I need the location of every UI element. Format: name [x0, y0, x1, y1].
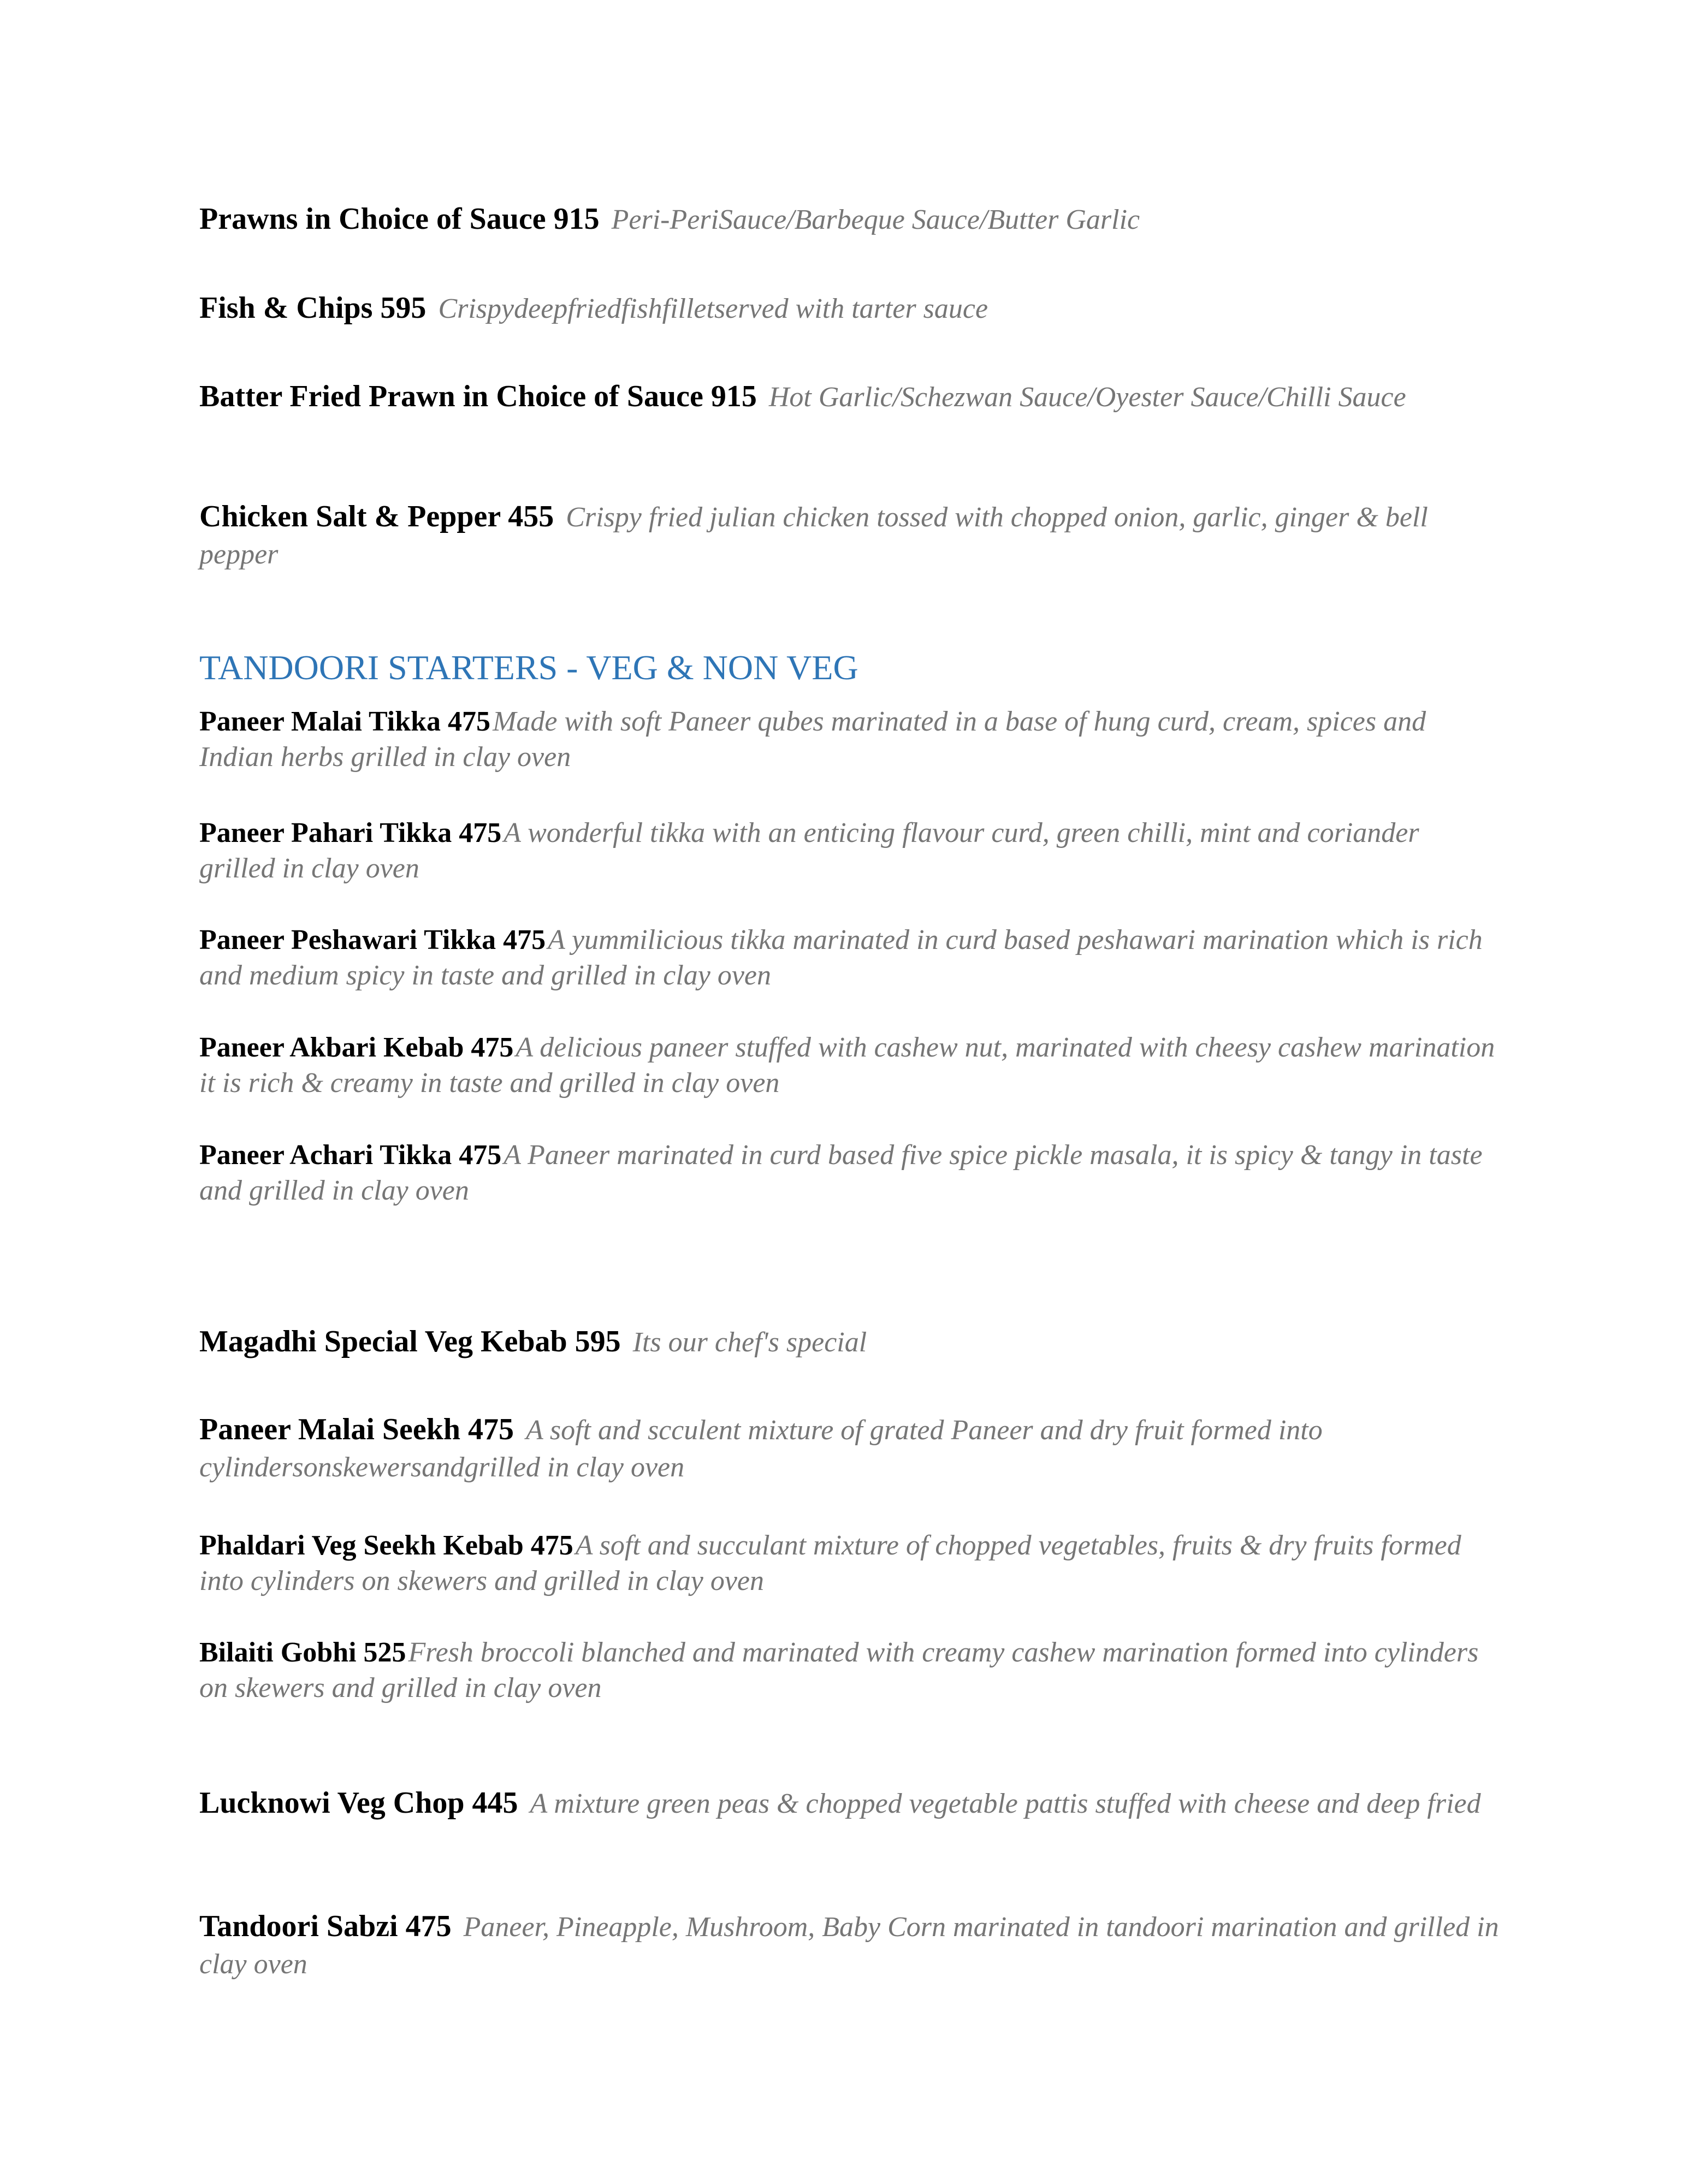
- menu-item-description: Its our chef's special: [632, 1327, 867, 1358]
- menu-item-name: Paneer Akbari Kebab 475: [199, 1032, 514, 1063]
- menu-item-description: A mixture green peas & chopped vegetable pattis stuffed with cheese and deep fried: [530, 1788, 1481, 1819]
- menu-item-tandoori-sabzi: [199, 1908, 1499, 1983]
- menu-item-name: Magadhi Special Veg Kebab 595: [199, 1325, 621, 1358]
- menu-item-paneer-akbari-kebab: [199, 1030, 1499, 1101]
- menu-item-description: Fresh broccoli blanched and marinated with creamy cashew marination formed into cylinders on skewers and grilled in clay oven: [199, 1637, 1479, 1704]
- menu-item-name: Bilaiti Gobhi 525: [199, 1637, 406, 1668]
- menu-item-name: Paneer Achari Tikka 475: [199, 1140, 502, 1171]
- menu-item-description: A wonderful tikka with an enticing flavour curd, green chilli, mint and coriander grilled in clay oven: [199, 817, 1419, 884]
- menu-item-name: Phaldari Veg Seekh Kebab 475: [199, 1530, 573, 1561]
- menu-item-name: Paneer Malai Tikka 475: [199, 706, 491, 737]
- menu-item-lucknowi-veg-chop: [199, 1785, 1499, 1822]
- menu-item-description: A soft and succulant mixture of chopped vegetables, fruits & dry fruits formed into cylinders on skewers and grilled in clay oven: [199, 1530, 1461, 1597]
- menu-item-description: Paneer, Pineapple, Mushroom, Baby Corn marinated in tandoori marination and grilled in clay oven: [199, 1912, 1499, 1980]
- menu-item-phaldari-veg-seekh: [199, 1528, 1499, 1599]
- menu-item-description: Crispydeepfriedfishfilletserved with tarter sauce: [438, 293, 988, 324]
- menu-item-description: A yummilicious tikka marinated in curd based peshawari marination which is rich and medium spicy in taste and grilled in clay oven: [199, 924, 1483, 991]
- menu-item-batter-fried-prawn: [199, 378, 1499, 416]
- section-heading: TANDOORI STARTERS - VEG & NON VEG: [199, 648, 858, 687]
- menu-item-name: Tandoori Sabzi 475: [199, 1909, 452, 1943]
- menu-item-description: A delicious paneer stuffed with cashew nut, marinated with cheesy cashew marination it is rich & creamy in taste and grilled in clay oven: [199, 1032, 1495, 1099]
- menu-item-name: Lucknowi Veg Chop 445: [199, 1786, 518, 1820]
- menu-item-name: Chicken Salt & Pepper 455: [199, 500, 554, 533]
- menu-item-magadhi-special: [199, 1324, 1499, 1361]
- menu-item-description: Crispy fried julian chicken tossed with chopped onion, garlic, ginger & bell pepper: [199, 502, 1428, 570]
- menu-item-description: A Paneer marinated in curd based five spice pickle masala, it is spicy & tangy in taste and grilled in clay oven: [199, 1140, 1483, 1206]
- menu-item-paneer-malai-seekh: [199, 1411, 1499, 1486]
- menu-item-paneer-malai-tikka: [199, 704, 1499, 775]
- menu-item-name: Paneer Malai Seekh 475: [199, 1413, 514, 1446]
- menu-item-bilaiti-gobhi: [199, 1635, 1499, 1706]
- menu-item-name: Prawns in Choice of Sauce 915: [199, 202, 600, 236]
- menu-item-chicken-salt-pepper: [199, 498, 1499, 573]
- menu-item-name: Batter Fried Prawn in Choice of Sauce 915: [199, 379, 757, 413]
- menu-item-description: Hot Garlic/Schezwan Sauce/Oyester Sauce/Chilli Sauce: [768, 382, 1406, 413]
- menu-item-paneer-peshawari-tikka: [199, 922, 1499, 993]
- menu-item-description: Peri-PeriSauce/Barbeque Sauce/Butter Garlic: [611, 204, 1140, 235]
- menu-item-fish-chips: [199, 290, 1499, 327]
- menu-item-name: Paneer Pahari Tikka 475: [199, 817, 502, 848]
- menu-item-name: Fish & Chips 595: [199, 291, 427, 325]
- menu-item-paneer-achari-tikka: [199, 1137, 1499, 1208]
- menu-item-description: Made with soft Paneer qubes marinated in a base of hung curd, cream, spices and Indian herbs grilled in clay oven: [199, 706, 1426, 773]
- menu-item-paneer-pahari-tikka: [199, 815, 1499, 886]
- menu-item-name: Paneer Peshawari Tikka 475: [199, 924, 546, 956]
- menu-item-description: A soft and scculent mixture of grated Paneer and dry fruit formed into cylindersonskewersandgrilled in clay oven: [199, 1415, 1323, 1483]
- menu-item-prawns-sauce: [199, 201, 1499, 238]
